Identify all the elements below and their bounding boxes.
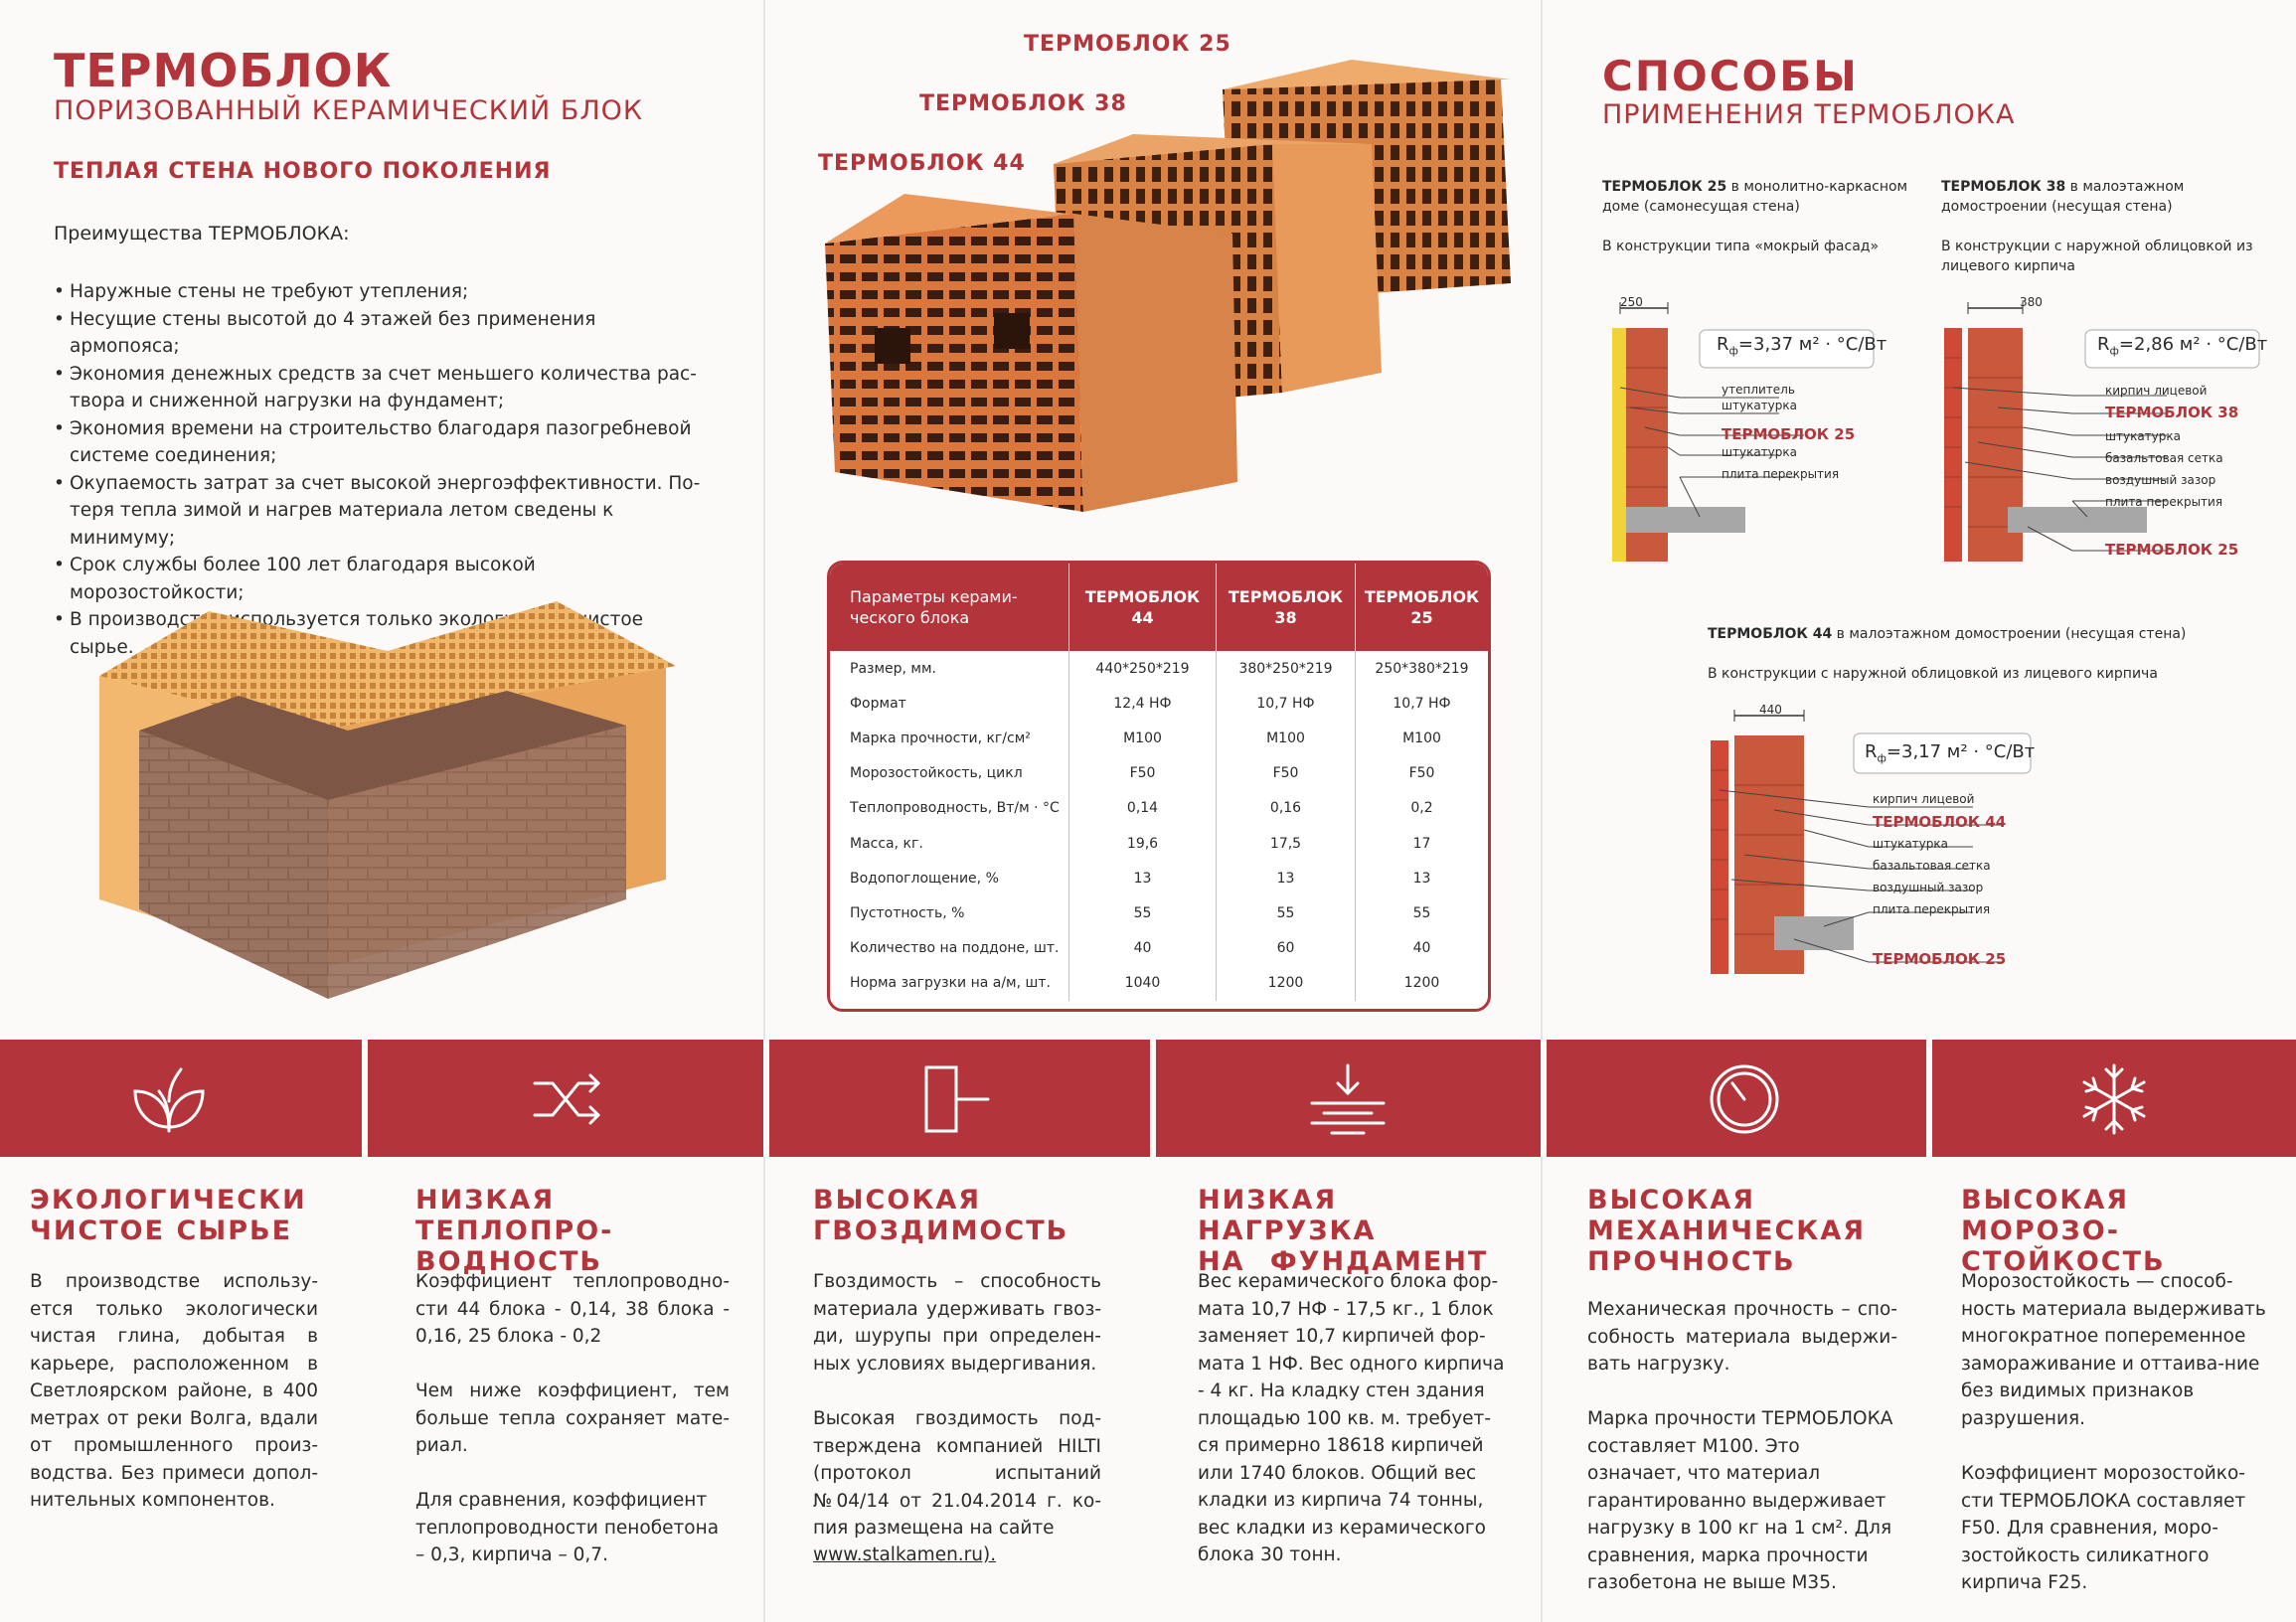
features-band: [0, 1040, 2296, 1157]
table-cell: 40: [1068, 931, 1216, 966]
table-cell: Размер, мм.: [850, 660, 937, 677]
table-cell: Пустотность, %: [850, 904, 965, 921]
table-cell: 10,7 НФ: [1355, 686, 1488, 721]
d25-desc: в монолитно-каркасном доме (самонесущая стена): [1602, 179, 1908, 215]
table-row: [830, 721, 1488, 755]
table-row: [830, 686, 1488, 721]
table-cell: М100: [1216, 721, 1355, 755]
d44-rsub: ф: [1877, 751, 1886, 765]
nail-icon: [916, 1061, 996, 1137]
diagram-termoblok-44: [1705, 696, 2036, 984]
table-cell: 17: [1355, 826, 1488, 861]
table-row: [830, 756, 1488, 791]
d38-resistance: [2097, 334, 2267, 358]
table-cell: 19,6: [1068, 826, 1216, 861]
d38-label: штукатурка: [2105, 429, 2181, 443]
d25-label: плита перекрытия: [1722, 467, 1840, 481]
table-cell: F50: [1068, 756, 1216, 791]
table-header-cell: Параметры керами- ческого блока: [850, 587, 1018, 627]
table-cell: F50: [1216, 756, 1355, 791]
table-cell: 60: [1216, 931, 1355, 966]
table-cell: Морозостойкость, цикл: [850, 765, 1023, 782]
foundation-icon: [1308, 1061, 1388, 1137]
feature-text-conductivity-3: Для сравнения, коэффициент теплопроводности пенобетона – 0,3, кирпича – 0,7.: [415, 1490, 720, 1565]
label-termoblok-25: ТЕРМОБЛОК 25: [1024, 32, 1231, 57]
table-header-cell: ТЕРМОБЛОК 38: [1216, 564, 1355, 651]
page-subtitle: ПОРИЗОВАННЫЙ КЕРАМИЧЕСКИЙ БЛОК: [54, 95, 644, 126]
table-cell: М100: [1355, 721, 1488, 755]
table-cell: 55: [1068, 895, 1216, 930]
table-cell: 13: [1355, 861, 1488, 895]
table-cell: 1040: [1068, 966, 1216, 1001]
table-cell: 12,4 НФ: [1068, 686, 1216, 721]
d25-label: штукатурка: [1722, 445, 1797, 459]
table-cell: 13: [1068, 861, 1216, 895]
d44-caption: [1708, 624, 2264, 644]
advantage-item: • Окупаемость затрат за счет высокой энергоэффективности. По-теря тепла зимой и нагрев материала летом сведены к минимуму;: [54, 470, 710, 553]
d38-rval: =2,86 м² · °С/Вт: [2118, 334, 2268, 355]
d44-label: ТЕРМОБЛОК 25: [1873, 950, 2007, 968]
table-cell: М100: [1068, 721, 1216, 755]
feature-title-conductivity: НИЗКАЯ ТЕПЛОПРО- ВОДНОСТЬ: [415, 1185, 614, 1277]
snowflake-icon: [2074, 1061, 2154, 1137]
advantage-item: • Наружные стены не требуют утепления;: [54, 278, 710, 306]
d25-r: R: [1717, 334, 1729, 355]
table-cell: 10,7 НФ: [1216, 686, 1355, 721]
diagram-termoblok-38: [1938, 288, 2266, 576]
table-cell: 17,5: [1216, 826, 1355, 861]
d44-name: ТЕРМОБЛОК 44: [1708, 626, 1833, 642]
d44-resistance: [1865, 741, 2035, 765]
feature-text-strength-2: Марка прочности ТЕРМОБЛОКА составляет М100. Это означает, что материал гарантированно выдерживает нагрузку в 100 кг на 1 см². Для сравнения, марка прочности газобетона не выше М35.: [1587, 1408, 1893, 1593]
table-cell: 40: [1355, 931, 1488, 966]
d25-rsub: ф: [1728, 344, 1738, 358]
d38-label: плита перекрытия: [2105, 495, 2223, 509]
table-cell: F50: [1355, 756, 1488, 791]
d38-label: воздушный зазор: [2105, 473, 2216, 487]
table-cell: Теплопроводность, Вт/м · °С: [850, 800, 1060, 817]
d44-r: R: [1865, 741, 1878, 762]
methods-subtitle: ПРИМЕНЕНИЯ ТЕРМОБЛОКА: [1602, 99, 2016, 130]
panel-divider: [763, 0, 765, 1622]
d38-note: В конструкции с наружной облицовкой из лицевого кирпича: [1941, 239, 2253, 274]
table-cell: 1200: [1216, 966, 1355, 1001]
table-cell: 0,16: [1216, 791, 1355, 826]
table-cell: 55: [1355, 895, 1488, 930]
d38-caption: [1941, 177, 2259, 217]
d44-label: ТЕРМОБЛОК 44: [1873, 813, 2007, 831]
d38-name: ТЕРМОБЛОК 38: [1941, 179, 2066, 195]
feature-title-ecology: ЭКОЛОГИЧЕСКИ ЧИСТОЕ СЫРЬЕ: [30, 1185, 307, 1246]
d38-desc: в малоэтажном домостроении (несущая стена): [1941, 179, 2185, 215]
tagline: ТЕПЛАЯ СТЕНА НОВОГО ПОКОЛЕНИЯ: [54, 159, 552, 184]
feature-title-frost: ВЫСОКАЯ МОРОЗО- СТОЙКОСТЬ: [1961, 1185, 2166, 1277]
table-cell: 55: [1216, 895, 1355, 930]
label-termoblok-38: ТЕРМОБЛОК 38: [919, 91, 1127, 116]
table-cell: Марка прочности, кг/см²: [850, 730, 1031, 746]
table-row: [830, 791, 1488, 826]
feature-text-frost-2: Коэффициент морозостойко-сти ТЕРМОБЛОКА составляет F50. Для сравнения, моро-зостойкость силикатного кирпича F25.: [1961, 1463, 2246, 1593]
d44-label: штукатурка: [1873, 837, 1948, 851]
site-link[interactable]: www.stalkamen.ru).: [813, 1544, 997, 1565]
d25-caption: [1602, 177, 1910, 217]
d38-dim: 380: [2020, 295, 2043, 309]
parameters-table: [827, 561, 1491, 1012]
table-row: [830, 826, 1488, 861]
table-body: [830, 651, 1488, 1001]
d44-label: плита перекрытия: [1873, 902, 1991, 916]
feature-text-frost-1: Морозостойкость — способ-ность материала выдерживать многократное попеременное замораживание и оттаива-ние без видимых признаков разрушения.: [1961, 1271, 2266, 1429]
advantage-item: • Экономия времени на строительство благодаря пазогребневой системе соединения;: [54, 415, 710, 470]
table-cell: 380*250*219: [1216, 651, 1355, 686]
table-cell: 250*380*219: [1355, 651, 1488, 686]
advantage-item: • Срок службы более 100 лет благодаря высокой морозостойкости;: [54, 552, 710, 606]
advantage-item: • Экономия денежных средств за счет меньшего количества рас-твора и сниженной нагрузки на фундамент;: [54, 361, 710, 415]
d44-label: кирпич лицевой: [1873, 792, 1975, 806]
table-header-cell: ТЕРМОБЛОК 44: [1068, 564, 1216, 651]
feature-text-conductivity-1: Коэффициент теплопроводно-сти 44 блока - 0,14, 38 блока - 0,16, 25 блока - 0,2: [415, 1271, 730, 1347]
table-cell: 13: [1216, 861, 1355, 895]
d25-dim: 250: [1620, 295, 1643, 309]
advantage-item: • В производстве используется только экологически чистое сырье.: [54, 606, 710, 661]
d38-label: базальтовая сетка: [2105, 451, 2223, 465]
feature-title-strength: ВЫСОКАЯ МЕХАНИЧЕСКАЯ ПРОЧНОСТЬ: [1587, 1185, 1867, 1277]
d38-label: ТЕРМОБЛОК 38: [2105, 404, 2239, 421]
table-header: [830, 564, 1488, 651]
feature-text-foundation: Вес керамического блока фор-мата 10,7 НФ - 17,5 кг., 1 блок заменяет 10,7 кирпичей фор-мата 1 НФ. Вес одного кирпича - 4 кг. На кладку стен здания площадью 100 кв. м. требует-ся примерно 18618 кирпичей или 1740 блоков. Общий вес кладки из кирпича 74 тонны, вес кладки из керамического блока 30 тонн.: [1198, 1271, 1505, 1565]
feature-text-conductivity-2: Чем ниже коэффициент, тем больше тепла сохраняет мате-риал.: [415, 1380, 730, 1456]
d44-label: воздушный зазор: [1873, 881, 1984, 894]
table-cell: Формат: [850, 695, 906, 712]
page-title: ТЕРМОБЛОК: [54, 44, 393, 97]
d25-rval: =3,37 м² · °С/Вт: [1737, 334, 1887, 355]
d44-note: В конструкции с наружной облицовкой из лицевого кирпича: [1708, 666, 2158, 682]
advantages-title: Преимущества ТЕРМОБЛОКА:: [54, 223, 350, 244]
table-cell: 1200: [1355, 966, 1488, 1001]
d25-note: В конструкции типа «мокрый фасад»: [1602, 239, 1880, 254]
d38-label: кирпич лицевой: [2105, 384, 2208, 398]
table-cell: Масса, кг.: [850, 835, 923, 852]
blocks-illustration: [815, 55, 1531, 542]
table-cell: Водопоглощение, %: [850, 870, 999, 887]
d38-label: ТЕРМОБЛОК 25: [2105, 541, 2239, 559]
d25-name: ТЕРМОБЛОК 25: [1602, 179, 1727, 195]
feature-text-ecology: В производстве использу-ется только экологически чистая глина, добытая в карьере, расположенном в Светлоярском районе, в 400 метрах от реки Волга, вдали от промышленного произ-водства. Без примеси допол-нительных компонентов.: [30, 1271, 318, 1511]
feature-text-strength-1: Механическая прочность – спо-собность материала выдержи-вать нагрузку.: [1587, 1299, 1897, 1375]
d25-label: утеплитель: [1722, 383, 1795, 397]
d25-resistance: [1717, 334, 1886, 358]
d25-label: ТЕРМОБЛОК 25: [1722, 425, 1856, 443]
d38-r: R: [2097, 334, 2110, 355]
gauge-icon: [1705, 1061, 1784, 1137]
d38-rsub: ф: [2109, 344, 2119, 358]
d44-label: базальтовая сетка: [1873, 859, 1991, 873]
feature-text-nailability-2: Высокая гвоздимость под-тверждена компанией HILTI (протокол испытаний №04/14 от 21.04.2014 г. ко-пия размещена на сайте: [813, 1408, 1101, 1539]
table-row: [830, 651, 1488, 686]
table-cell: 0,2: [1355, 791, 1488, 826]
table-cell: Количество на поддоне, шт.: [850, 940, 1060, 957]
feature-title-nailability: ВЫСОКАЯ ГВОЗДИМОСТЬ: [813, 1185, 1069, 1246]
methods-title: СПОСОБЫ: [1602, 52, 1859, 100]
table-row: [830, 966, 1488, 1001]
d44-dim: 440: [1759, 703, 1782, 717]
advantage-item: • Несущие стены высотой до 4 этажей без применения армопояса;: [54, 306, 710, 361]
d44-rval: =3,17 м² · °С/Вт: [1886, 741, 2036, 762]
table-row: [830, 931, 1488, 966]
table-cell: 0,14: [1068, 791, 1216, 826]
d25-label: штукатурка: [1722, 399, 1797, 412]
feature-text-nailability-1: Гвоздимость – способность материала удерживать гвоз-ди, шурупы при определен-ных условиях выдергивания.: [813, 1271, 1101, 1375]
table-cell: 440*250*219: [1068, 651, 1216, 686]
shuffle-icon: [529, 1061, 608, 1137]
table-cell: Норма загрузки на а/м, шт.: [850, 975, 1051, 992]
feature-title-foundation: НИЗКАЯ НАГРУЗКА НА ФУНДАМЕНТ: [1198, 1185, 1489, 1277]
table-header-cell: ТЕРМОБЛОК 25: [1355, 564, 1488, 651]
panel-divider: [1541, 0, 1543, 1622]
label-termoblok-44: ТЕРМОБЛОК 44: [818, 151, 1026, 176]
table-row: [830, 895, 1488, 930]
d44-desc: в малоэтажном домостроении (несущая стена): [1832, 626, 2187, 642]
table-row: [830, 861, 1488, 895]
leaf-icon: [129, 1061, 209, 1137]
corner-wall-illustration: [89, 581, 686, 999]
